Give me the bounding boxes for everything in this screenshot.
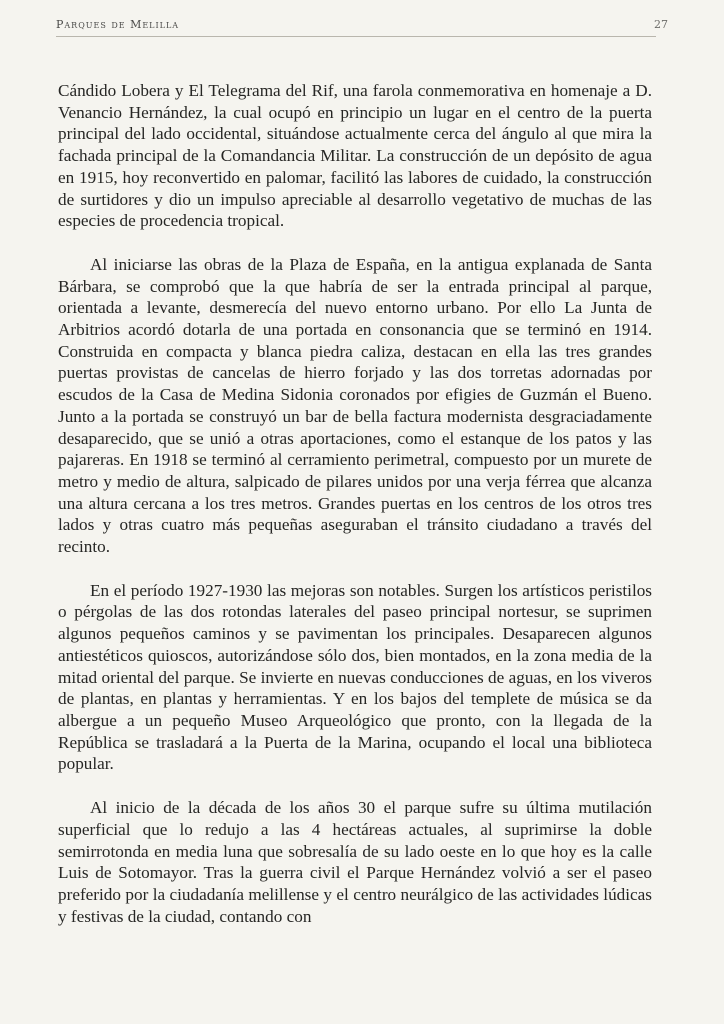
- running-title: Parques de Melilla: [56, 18, 180, 31]
- paragraph-2: Al iniciarse las obras de la Plaza de España, en la antigua explanada de Santa Bárbara, se comprobó que la que habría de ser la entrada principal al parque, orientada a levante, desmerecía del nuevo entorno urbano. Por ello La Junta de Arbitrios acordó dotarla de una portada en consonancia que se terminó en 1914. Construida en compacta y blanca piedra caliza, destacan en ella las tres grandes puertas provistas de cancelas de hierro forjado y las dos torretas adornadas por escudos de la Casa de Medina Sidonia coronados por efigies de Guzmán el Bueno. Junto a la portada se construyó un bar de bella factura modernista desgraciadamente desaparecido, que se unió a otras aportaciones, como el estanque de los patos y las pajareras. En 1918 se terminó al cerramiento perimetral, compuesto por un murete de metro y medio de altura, salpicado de pilares unidos por una verja férrea que alcanza una altura cercana a los tres metros. Grandes puertas en los centros de los otros tres lados y otras cuatro más pequeñas aseguraban el tránsito ciudadano a través del recinto.: [58, 254, 652, 557]
- paragraph-1: Cándido Lobera y El Telegrama del Rif, una farola conmemorativa en homenaje a D. Venancio Hernández, la cual ocupó en principio un lugar en el centro de la puerta principal del lado occidental, situándose actualmente cerca del ángulo al que mira la fachada principal de la Comandancia Militar. La construcción de un depósito de agua en 1915, hoy reconvertido en palomar, facilitó las labores de cuidado, la construcción de surtidores y dio un impulso apreciable al desarrollo vegetativo de muchas de las especies de procedencia tropical.: [58, 81, 652, 231]
- paragraph-4: Al inicio de la década de los años 30 el parque sufre su última mutilación superficial que lo redujo a las 4 hectáreas actuales, al suprimirse la doble semirrotonda en media luna que sobresalía de su lado oeste en lo que hoy es la calle Luis de Sotomayor. Tras la guerra civil el Parque Hernández volvió a ser el paseo preferido por la ciudadanía melillense y el centro neurálgico de las actividades lúdicas y festivas de la ciudad, contando con: [58, 798, 652, 926]
- page-number: 27: [654, 18, 668, 31]
- body-text: [58, 80, 652, 949]
- paragraph-3: En el período 1927-1930 las mejoras son notables. Surgen los artísticos peristilos o pérgolas de las dos rotondas laterales del paseo principal nortesur, se suprimen algunos pequeños caminos y se pavimentan los principales. Desaparecen algunos antiestéticos quioscos, autorizándose sólo dos, bien montados, en la zona media de la mitad oriental del parque. Se invierte en nuevas conducciones de aguas, en los viveros de plantas, en plantas y herramientas. Y en los bajos del templete de música se da albergue a un pequeño Museo Arqueológico que pronto, con la llegada de la República se trasladará a la Puerta de la Marina, ocupando el local una biblioteca popular.: [58, 580, 652, 774]
- running-header: [56, 16, 668, 37]
